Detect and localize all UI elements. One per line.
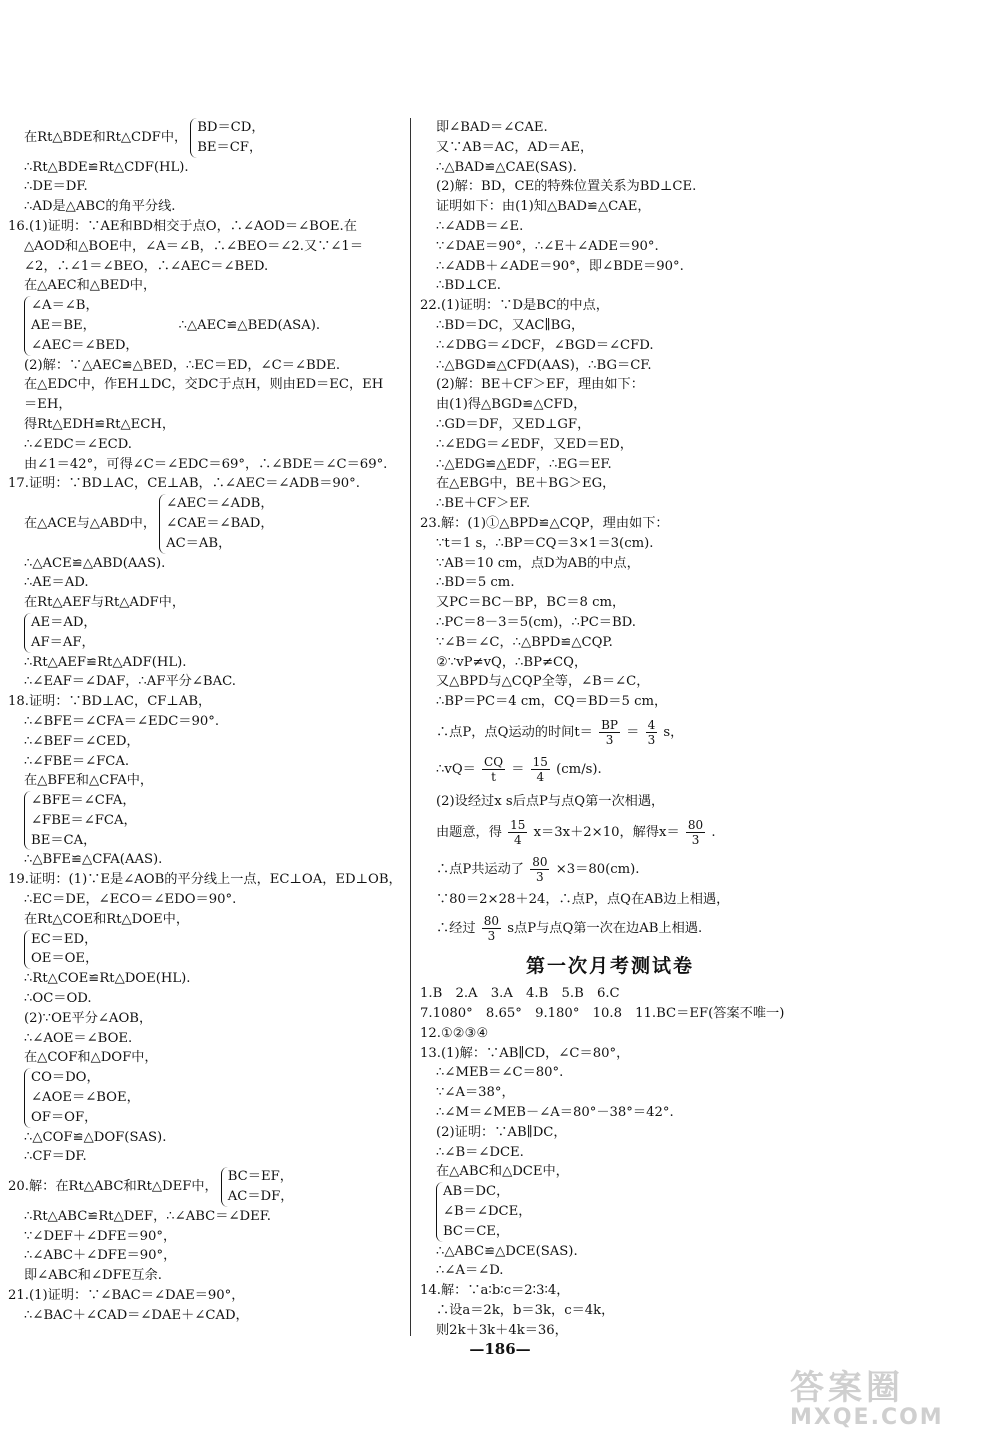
text-line: 20.解：在Rt△ABC和Rt△DEF中， bbox=[8, 1179, 218, 1195]
text-line: AC＝AB， bbox=[166, 535, 232, 551]
watermark-url: MXQE.COM bbox=[790, 1405, 944, 1430]
numerator: 80 bbox=[687, 817, 704, 832]
text-segment: (cm/s). bbox=[556, 761, 602, 777]
text-line: △AOD和△BOE中，∠A＝∠B，∴∠BEO＝∠2.又∵∠1＝ bbox=[24, 238, 364, 254]
fraction-line bbox=[420, 914, 800, 943]
text-line: AE＝AD， bbox=[31, 614, 97, 630]
text-line: 13.(1)解：∵AB∥CD，∠C＝80°， bbox=[420, 1045, 630, 1061]
text-line: AC＝DF， bbox=[227, 1189, 294, 1205]
text-line: ∵AB＝10 cm，点D为AB的中点， bbox=[436, 555, 640, 571]
right-column bbox=[420, 118, 800, 1341]
brace-system bbox=[221, 1167, 294, 1207]
text-line: ∴BD⊥CE. bbox=[436, 278, 501, 294]
text-line: 在△AEC和△BED中， bbox=[24, 278, 157, 294]
system-aec-bed bbox=[8, 296, 403, 355]
brace-system bbox=[24, 930, 403, 970]
text-line: ∠AOE＝∠BOE， bbox=[31, 1090, 140, 1106]
text-line: ∴GD＝DF，又ED⊥GF， bbox=[436, 416, 591, 432]
brace-system bbox=[24, 296, 139, 355]
text-segment: ∴点P，点Q运动的时间t＝ bbox=[436, 724, 593, 740]
text-line: ∠AEC＝∠ADB， bbox=[166, 496, 274, 512]
fraction-line bbox=[420, 855, 800, 884]
brace-system bbox=[24, 791, 403, 850]
text-line: ∴△COF≌△DOF(SAS). bbox=[24, 1129, 167, 1145]
text-line: (2)解：∵△AEC≌△BED，∴EC＝ED，∠C＝∠BDE. bbox=[24, 357, 341, 373]
text-line: AB＝DC， bbox=[443, 1184, 510, 1200]
denominator: t bbox=[491, 769, 496, 784]
denominator: 4 bbox=[536, 769, 545, 784]
text-segment: ×3＝80(cm). bbox=[555, 861, 640, 877]
text-line: ∵80＝2×28＋24，∴点P，点Q在AB边上相遇， bbox=[436, 891, 730, 907]
system-bde-cdf bbox=[8, 118, 403, 158]
text-line: ∴Rt△ABC≌Rt△DEF，∴∠ABC＝∠DEF. bbox=[24, 1208, 271, 1224]
text-line: ∴∠ADB＝∠E. bbox=[436, 218, 524, 234]
text-line: ∵t＝1 s，∴BP＝CQ＝3×1＝3(cm). bbox=[436, 535, 654, 551]
text-line: ∠FBE＝∠FCA， bbox=[31, 812, 137, 828]
numerator: 4 bbox=[647, 717, 656, 732]
brace-system bbox=[436, 1182, 800, 1241]
text-segment: ∴点P共运动了 bbox=[436, 861, 524, 877]
numerator: 80 bbox=[532, 854, 548, 869]
text-line: ∴DE＝DF. bbox=[24, 179, 88, 195]
text-line: ∴∠BAC＋∠CAD＝∠DAE＋∠CAD， bbox=[24, 1307, 249, 1323]
text-segment: x＝3x＋2×10，解得x＝ bbox=[533, 824, 680, 840]
text-line: ∴设a＝2k，b＝3k，c＝4k， bbox=[436, 1303, 615, 1319]
text-line: ∴Rt△AEF≌Rt△ADF(HL). bbox=[24, 654, 187, 670]
text-line: ∵∠A＝38°， bbox=[436, 1085, 515, 1101]
text-line: ∴∠BEF＝∠CED， bbox=[24, 733, 140, 749]
text-line: ∠CAE＝∠BAD， bbox=[166, 515, 274, 531]
fraction bbox=[599, 718, 620, 747]
text-line: ∴∠EAF＝∠DAF，∴AF平分∠BAC. bbox=[24, 674, 236, 690]
numerator: BP bbox=[601, 717, 618, 732]
text-line: ∵∠DEF＋∠DFE＝90°， bbox=[24, 1228, 177, 1244]
text-line: ∴AE＝AD. bbox=[24, 575, 89, 591]
fraction bbox=[508, 818, 527, 847]
text-line: 在△BFE和△CFA中， bbox=[24, 773, 154, 789]
text-line: AE＝BE， bbox=[31, 317, 96, 333]
text-line: ∠B＝∠DCE， bbox=[443, 1204, 532, 1220]
text-line: OE＝OE， bbox=[31, 951, 99, 967]
text-segment: s点P与点Q第一次在边AB上相遇. bbox=[507, 920, 703, 936]
text-line: (2)设经过x s后点P与点Q第一次相遇， bbox=[436, 793, 665, 809]
text-segment: . bbox=[711, 824, 716, 840]
denominator: 3 bbox=[536, 869, 544, 884]
text-line: 得Rt△EDH≌Rt△ECH， bbox=[24, 416, 176, 432]
text-line: ∵∠DAE＝90°，∴∠E＋∠ADE＝90°. bbox=[436, 238, 659, 254]
fraction bbox=[646, 718, 658, 747]
text-line: 在△EDC中，作EH⊥DC，交DC于点H，则由ED＝EC，EH bbox=[24, 377, 384, 393]
fraction-line bbox=[420, 818, 800, 847]
text-line: ∴△EDG≌△EDF，∴EG＝EF. bbox=[436, 456, 612, 472]
text-line: ∴Rt△BDE≌Rt△CDF(HL). bbox=[24, 159, 189, 175]
text-line: (2)∵OE平分∠AOB， bbox=[24, 1010, 153, 1026]
text-line: ∴BD＝5 cm. bbox=[436, 575, 515, 591]
numerator: CQ bbox=[484, 754, 504, 769]
numerator: 80 bbox=[483, 913, 500, 928]
text-line: ∴△BAD≌△CAE(SAS). bbox=[436, 159, 577, 175]
text-line: ∴∠BFE＝∠CFA＝∠EDC＝90°. bbox=[24, 713, 220, 729]
text-line: ∴AD是△ABC的角平分线. bbox=[24, 199, 176, 215]
text-line: 12.①②③④ bbox=[420, 1025, 489, 1041]
text-line: BC＝EF， bbox=[227, 1169, 293, 1185]
text-line: ∠AEC＝∠BED， bbox=[31, 337, 139, 353]
text-line: 即∠ABC和∠DFE互余. bbox=[24, 1268, 162, 1284]
text-line: ∴BD＝DC，又AC∥BG， bbox=[436, 317, 585, 333]
text-line: ∴∠M＝∠MEB－∠A＝80°－38°＝42°. bbox=[436, 1105, 674, 1121]
text-segment: ∴vQ＝ bbox=[436, 761, 476, 777]
text-line: AF＝AF， bbox=[31, 634, 95, 650]
text-line: BE＝CA， bbox=[31, 832, 97, 848]
text-line: 即∠BAD＝∠CAE. bbox=[436, 120, 548, 135]
system-ace-abd bbox=[8, 494, 403, 553]
text-line: 证明如下：由(1)知△BAD≌△CAE， bbox=[436, 199, 651, 215]
text-line: ∴CF＝DF. bbox=[24, 1149, 87, 1165]
text-line: ∴∠B＝∠DCE. bbox=[436, 1144, 524, 1160]
text-line: 由(1)得△BGD≌△CFD， bbox=[436, 397, 587, 413]
system-abc-def bbox=[8, 1167, 403, 1207]
text-line: ＝EH， bbox=[24, 397, 72, 413]
text-line: EC＝ED， bbox=[31, 931, 98, 947]
text-line: 又∵AB＝AC，AD＝AE， bbox=[436, 139, 594, 155]
denominator: 3 bbox=[605, 732, 614, 747]
text-segment: ∴经过 bbox=[436, 920, 476, 936]
text-line: 19.证明：(1)∵E是∠AOB的平分线上一点，EC⊥OA，ED⊥OB， bbox=[8, 872, 402, 888]
text-segment: s， bbox=[663, 724, 684, 740]
text-line: ∴∠A＝∠D. bbox=[436, 1263, 504, 1279]
fraction bbox=[531, 755, 550, 784]
denominator: 3 bbox=[487, 928, 496, 943]
text-line: ∴BP＝PC＝4 cm，CQ＝BD＝5 cm， bbox=[436, 694, 668, 710]
text-line: 17.证明：∵BD⊥AC，CE⊥AB，∴∠AEC＝∠ADB＝90°. bbox=[8, 476, 360, 492]
fraction bbox=[530, 855, 549, 884]
text-line: ∴∠ADB＋∠ADE＝90°，即∠BDE＝90°. bbox=[436, 258, 684, 274]
text-line: 又PC＝BC－BP，BC＝8 cm， bbox=[436, 595, 626, 611]
text-line: 18.证明：∵BD⊥AC，CF⊥AB， bbox=[8, 694, 212, 710]
text-line: BE＝CF， bbox=[197, 139, 263, 155]
text-line: ∠BFE＝∠CFA， bbox=[31, 793, 136, 809]
column-divider bbox=[410, 118, 411, 1336]
text-line: 14.解：∵a∶b∶c＝2∶3∶4， bbox=[420, 1283, 570, 1299]
text-line: ∴△BGD≌△CFD(AAS)，∴BG＝CF. bbox=[436, 357, 652, 373]
text-line: ∴△BFE≌△CFA(AAS). bbox=[24, 852, 163, 868]
fraction-line bbox=[420, 755, 800, 784]
denominator: 4 bbox=[513, 832, 522, 847]
text-line: 在△EBG中，BE＋BG＞EG， bbox=[436, 476, 616, 492]
fraction bbox=[686, 818, 705, 847]
text-line: 23.解：(1)①△BPD≌△CQP，理由如下： bbox=[420, 515, 669, 531]
text-line: 在△COF和△DOF中， bbox=[24, 1050, 158, 1066]
text-line: CO＝DO， bbox=[31, 1070, 100, 1086]
text-line: ∠2，∴∠1＝∠BEO，∴∠AEC＝∠BED. bbox=[24, 258, 269, 274]
fraction-line bbox=[420, 718, 800, 747]
text-line: ∴OC＝OD. bbox=[24, 991, 92, 1007]
section-title: 第一次月考测试卷 bbox=[525, 954, 694, 977]
text-line: ∴∠EDG＝∠EDF，又ED＝ED， bbox=[436, 436, 633, 452]
text-line: ∴∠EDC＝∠ECD. bbox=[24, 436, 132, 452]
text-line: ∴EC＝DE，∠ECO＝∠EDO＝90°. bbox=[24, 892, 237, 908]
brace-system bbox=[24, 1068, 403, 1127]
text-line: 在△ABC和△DCE中， bbox=[436, 1164, 569, 1180]
brace-system bbox=[159, 494, 274, 553]
text-line: ∴∠FBE＝∠FCA. bbox=[24, 753, 130, 769]
text-segment: ＝ bbox=[626, 724, 640, 740]
text-line: (2)解：BD，CE的特殊位置关系为BD⊥CE. bbox=[436, 179, 697, 195]
text-line: 16.(1)证明：∵AE和BD相交于点O，∴∠AOD＝∠BOE.在 bbox=[8, 218, 357, 234]
numerator: 15 bbox=[532, 754, 548, 769]
text-line: ∴PC＝8－3＝5(cm)，∴PC＝BD. bbox=[436, 614, 636, 630]
numerator: 15 bbox=[510, 817, 526, 832]
text-line: (2)解：BE＋CF＞EF，理由如下： bbox=[436, 377, 644, 393]
watermark-logo bbox=[790, 1360, 990, 1430]
text-line: ∴△AEC≌△BED(ASA). bbox=[178, 317, 321, 333]
text-line: 1.B 2.A 3.A 4.B 5.B 6.C bbox=[420, 986, 620, 1002]
text-segment: 由题意，得 bbox=[436, 824, 502, 840]
text-line: OF＝OF， bbox=[31, 1109, 98, 1125]
text-line: (2)证明：∵AB∥DC， bbox=[436, 1124, 567, 1140]
fraction bbox=[482, 755, 505, 784]
text-line: ∠A＝∠B， bbox=[31, 298, 99, 314]
denominator: 3 bbox=[647, 732, 656, 747]
text-line: 22.(1)证明：∵D是BC的中点， bbox=[420, 298, 609, 314]
text-line: ∴△ACE≌△ABD(AAS). bbox=[24, 555, 166, 571]
text-line: 在Rt△COE和Rt△DOE中， bbox=[24, 911, 190, 927]
text-line: 在Rt△BDE和Rt△CDF中， bbox=[24, 129, 188, 145]
text-line: 7.1080° 8.65° 9.180° 10.8 11.BC＝EF(答案不唯一) bbox=[420, 1006, 785, 1022]
text-line: ∵∠B＝∠C，∴△BPD≌△CQP. bbox=[436, 634, 613, 650]
text-line: BC＝CE， bbox=[443, 1223, 510, 1239]
text-line: ∴∠AOE＝∠BOE. bbox=[24, 1030, 133, 1046]
text-line: 21.(1)证明：∵∠BAC＝∠DAE＝90°， bbox=[8, 1288, 245, 1304]
text-line: 又△BPD与△CQP全等，∠B＝∠C， bbox=[436, 674, 650, 690]
left-column bbox=[8, 118, 403, 1326]
brace-system bbox=[190, 118, 264, 158]
text-line: ∴Rt△COE≌Rt△DOE(HL). bbox=[24, 971, 191, 987]
page-number: —186— bbox=[469, 1340, 531, 1358]
text-line: ∴∠ABC＋∠DFE＝90°， bbox=[24, 1248, 177, 1264]
brace-system bbox=[24, 613, 403, 653]
fraction bbox=[482, 914, 501, 943]
text-line: ∴∠MEB＝∠C＝80°. bbox=[436, 1065, 564, 1081]
watermark-text: 答案圈 bbox=[790, 1368, 904, 1408]
text-line: ∴△ABC≌△DCE(SAS). bbox=[436, 1243, 578, 1259]
text-line: BD＝CD， bbox=[197, 120, 265, 135]
text-line: ∴∠DBG＝∠DCF，∠BGD＝∠CFD. bbox=[436, 337, 654, 353]
text-line: 在△ACE与△ABD中， bbox=[24, 515, 157, 531]
text-line: 在Rt△AEF与Rt△ADF中， bbox=[24, 595, 186, 611]
text-line: ②∵vP≠vQ，∴BP≠CQ， bbox=[436, 654, 588, 670]
text-line: 由∠1＝42°，可得∠C＝∠EDC＝69°，∴∠BDE＝∠C＝69°. bbox=[24, 456, 388, 472]
denominator: 3 bbox=[691, 832, 700, 847]
text-line: ∴BE＋CF＞EF. bbox=[436, 496, 531, 512]
text-segment: ＝ bbox=[511, 761, 525, 777]
text-line: 则2k＋3k＋4k＝36， bbox=[436, 1322, 568, 1338]
